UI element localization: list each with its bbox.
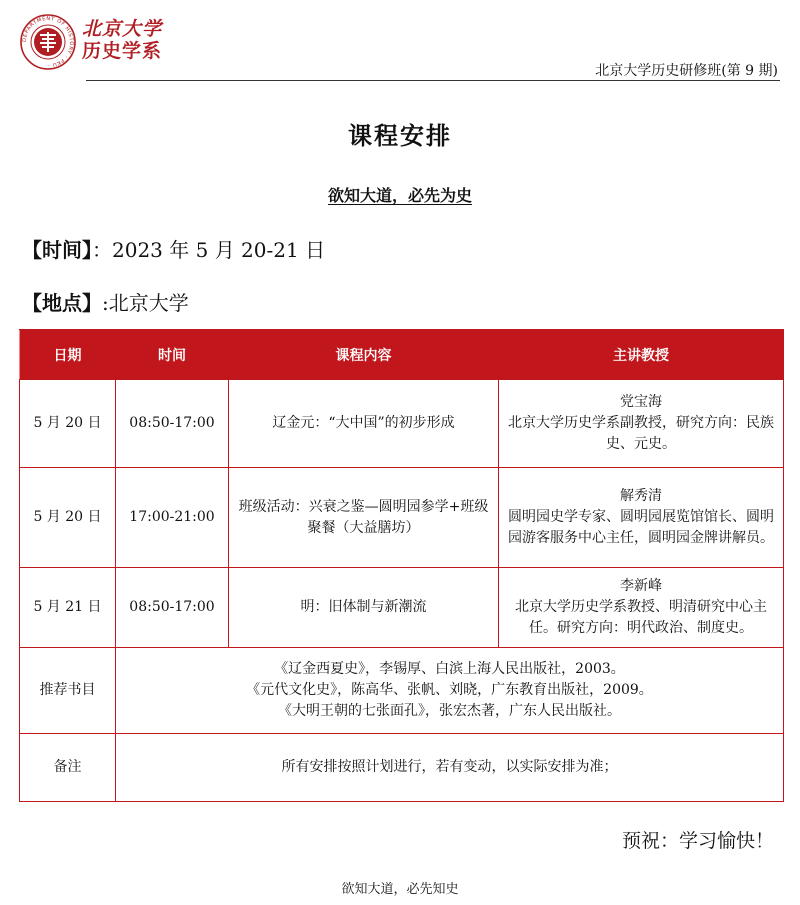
- pku-history-seal-icon: [20, 14, 76, 70]
- col-header-date: 日期: [20, 330, 116, 380]
- logo-university-name: 北京大学: [82, 18, 163, 40]
- books-row: [20, 648, 784, 734]
- table-header-row: [20, 330, 784, 380]
- page-header: [0, 0, 800, 80]
- table-row: [20, 380, 784, 468]
- header-divider: [86, 80, 780, 81]
- lecturer-description: 北京大学历史学系副教授，研究方向：民族史、元史。: [508, 415, 774, 452]
- program-name: 北京大学历史研修班(第 9 期): [595, 63, 778, 79]
- row-content: 班级活动：兴衰之鉴—圆明园参学+班级聚餐（大益膳坊）: [229, 468, 499, 568]
- row-time: 08:50-17:00: [116, 568, 229, 648]
- row-date: 5 月 20 日: [20, 380, 116, 468]
- event-place: [22, 287, 189, 316]
- row-lecturer: [499, 468, 784, 568]
- place-label: 【地点】: [22, 291, 102, 315]
- subtitle-text: 欲知大道，必先为史: [327, 186, 472, 205]
- time-label: 【时间】: [22, 238, 92, 262]
- page-subtitle: [0, 183, 800, 206]
- col-header-time: 时间: [116, 330, 229, 380]
- time-value: ：2023 年 5 月 20-21 日: [92, 238, 326, 262]
- books-label: 推荐书目: [20, 648, 116, 734]
- col-header-content: 课程内容: [229, 330, 499, 380]
- lecturer-name: 党宝海: [620, 394, 662, 410]
- closing-wish: 预祝：学习愉快！: [621, 830, 774, 852]
- row-date: 5 月 20 日: [20, 468, 116, 568]
- row-time: 08:50-17:00: [116, 380, 229, 468]
- schedule-table: [19, 329, 784, 802]
- row-date: 5 月 21 日: [20, 568, 116, 648]
- col-header-lecturer: 主讲教授: [499, 330, 784, 380]
- row-content: 辽金元：“大中国”的初步形成: [229, 380, 499, 468]
- book-item: 《大明王朝的七张面孔》，张宏杰著，广东人民出版社。: [278, 703, 621, 719]
- seal-ring-text: DEPARTMENT OF HISTORY · PKU ·: [21, 15, 75, 69]
- page-footer: 欲知大道，必先知史: [341, 882, 459, 897]
- department-logo-text: [82, 18, 162, 62]
- place-value: :北京大学: [102, 291, 189, 315]
- notes-label: 备注: [20, 734, 116, 802]
- lecturer-description: 圆明园史学专家、圆明园展览馆馆长、圆明园游客服务中心主任，圆明园金牌讲解员。: [508, 509, 774, 546]
- table-row: [20, 468, 784, 568]
- notes-row: [20, 734, 784, 802]
- lecturer-name: 解秀清: [620, 488, 662, 504]
- event-time: [22, 234, 325, 263]
- row-content: 明：旧体制与新潮流: [229, 568, 499, 648]
- lecturer-name: 李新峰: [620, 578, 662, 594]
- row-lecturer: [499, 380, 784, 468]
- table-row: [20, 568, 784, 648]
- books-list: [116, 648, 784, 734]
- page-title: 课程安排: [348, 122, 452, 150]
- book-item: 《元代文化史》，陈高华、张帆、刘晓，广东教育出版社，2009。: [246, 682, 653, 698]
- row-time: 17:00-21:00: [116, 468, 229, 568]
- notes-text: 所有安排按照计划进行，若有变动，以实际安排为准；: [116, 734, 784, 802]
- row-lecturer: [499, 568, 784, 648]
- book-item: 《辽金西夏史》，李锡厚、白滨上海人民出版社，2003。: [274, 661, 625, 677]
- lecturer-description: 北京大学历史学系教授、明清研究中心主任。研究方向：明代政治、制度史。: [515, 599, 767, 636]
- logo-department-name: 历史学系: [82, 40, 163, 62]
